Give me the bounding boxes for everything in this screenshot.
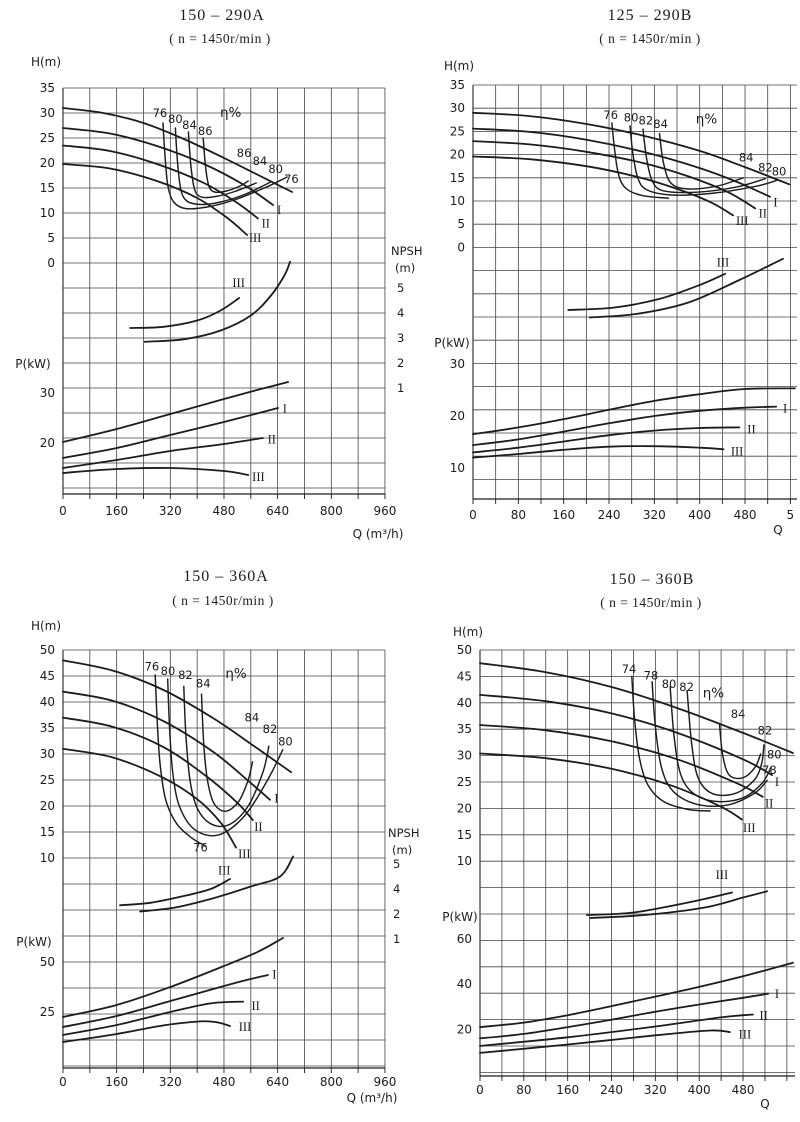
eta-value-label: 86 (236, 146, 252, 160)
head-I-curve (473, 129, 770, 197)
npsh-long-curve (145, 262, 290, 342)
h-tick-label: 20 (39, 799, 55, 813)
h-tick-label: 20 (456, 801, 472, 816)
curve-label-III: III (248, 231, 262, 245)
eta-value-label: 84 (653, 116, 668, 131)
x-tick-label: 400 (687, 1083, 711, 1097)
x-tick-label: 80 (516, 1083, 532, 1097)
eta-percent-label: η% (220, 105, 242, 121)
curve-label-II: II (251, 999, 260, 1013)
h-tick-label: 25 (39, 773, 55, 787)
curve-label-II: II (254, 819, 263, 834)
x-tick-label: 240 (597, 508, 621, 522)
curve-label-I: I (276, 203, 282, 217)
npsh-tick-label: 4 (397, 306, 405, 320)
curve-label-III: III (730, 444, 744, 459)
power-III-curve (63, 468, 248, 475)
h-tick-label: 30 (39, 106, 55, 120)
panel-subtitle-125-290B: ( n = 1450r/min ) (599, 31, 701, 46)
h-tick-label: 15 (39, 181, 55, 195)
eta-value-label: 80 (661, 676, 677, 691)
npsh-III-curve (120, 879, 230, 905)
eta-value-label: 76 (603, 108, 619, 123)
x-tick-label: 640 (266, 504, 290, 518)
h-tick-label: 35 (39, 81, 55, 95)
curve-label-II: II (764, 796, 774, 811)
x-tick-label: 0 (59, 504, 67, 518)
eta-value-label: 82 (178, 667, 193, 682)
panel-150–360B (442, 625, 795, 1111)
x-tick-label: 480 (733, 508, 757, 522)
p-axis-name: P(kW) (15, 357, 51, 371)
p-tick-label: 30 (39, 386, 55, 400)
npsh-tick-label: 4 (393, 882, 401, 896)
eta-value-label: 80 (168, 112, 183, 126)
eta-value-label: 84 (244, 710, 260, 725)
h-axis-name: H(m) (30, 619, 62, 633)
h-tick-label: 50 (456, 643, 472, 657)
curve-label-III: III (738, 1027, 752, 1042)
curve-label-I: I (274, 791, 279, 806)
eta-percent-label: η% (702, 685, 725, 702)
p-tick-label: 20 (456, 1022, 472, 1037)
x-tick-label: 800 (319, 1075, 343, 1089)
eta-value-label: 80 (278, 734, 293, 749)
x-axis-name: Q (m³/h) (352, 527, 404, 541)
npsh-tick-label: 2 (397, 356, 405, 370)
x-tick-label: 800 (319, 504, 343, 518)
curve-label-III: III (238, 1019, 252, 1034)
eta-82-curve (687, 691, 764, 796)
panel-title-125-290B: 125 – 290B (607, 7, 693, 24)
npsh-long-curve (590, 259, 783, 318)
curve-label-II: II (267, 432, 276, 447)
x-tick-label: 240 (600, 1083, 623, 1097)
h-tick-label: 45 (456, 669, 472, 684)
head-III-curve (63, 164, 247, 235)
x-tick-label: 400 (688, 508, 712, 522)
x-tick-label: 640 (266, 1075, 290, 1089)
panel-title-150-360A: 150 – 360A (183, 568, 269, 585)
curve-label-III: III (716, 255, 730, 270)
h-tick-label: 25 (449, 124, 465, 139)
curve-label-III: III (743, 820, 756, 835)
h-tick-label: 25 (456, 775, 472, 789)
x-tick-label: 5 (786, 508, 795, 522)
panel-subtitle-150-290A: ( n = 1450r/min ) (169, 31, 271, 46)
eta-value-label: 80 (623, 110, 639, 125)
curve-label-III: III (252, 470, 265, 484)
npsh-III-curve (568, 274, 725, 310)
h-tick-label: 15 (456, 827, 472, 842)
npsh-axis-name: NPSH (391, 244, 423, 258)
panel-subtitle-150-360A: ( n = 1450r/min ) (172, 593, 274, 608)
x-tick-label: 480 (212, 1075, 236, 1089)
h-tick-label: 15 (449, 170, 465, 185)
h-tick-label: 30 (456, 748, 472, 763)
p-tick-label: 20 (449, 409, 465, 423)
eta-value-label: 80 (268, 162, 283, 176)
h-tick-label: 35 (449, 78, 465, 92)
p-tick-label: 30 (449, 357, 465, 371)
h-tick-label: 5 (457, 217, 465, 232)
x-tick-label: 320 (643, 1083, 667, 1097)
h-tick-label: 10 (456, 854, 472, 869)
npsh-tick-label: 5 (393, 857, 401, 871)
npsh-tick-label: 2 (393, 907, 401, 921)
h-axis-name: H(m) (443, 59, 475, 73)
x-tick-label: 160 (552, 508, 576, 522)
h-tick-label: 15 (39, 825, 55, 839)
x-tick-label: 160 (105, 504, 129, 518)
eta-80-curve (630, 126, 778, 195)
eta-value-label: 78 (762, 762, 777, 777)
eta-value-label: 80 (160, 663, 176, 678)
h-tick-label: 50 (39, 643, 55, 657)
eta-value-label: 82 (757, 723, 773, 738)
p-tick-label: 10 (449, 461, 465, 475)
curve-label-II: II (759, 1008, 768, 1023)
head-III-curve (63, 749, 236, 848)
npsh-III-curve (587, 893, 732, 916)
curve-label-I: I (774, 775, 779, 789)
npsh-tick-label: 3 (397, 331, 405, 345)
h-tick-label: 30 (449, 101, 465, 116)
x-axis-name: Q (773, 523, 783, 537)
h-tick-label: 10 (449, 194, 465, 208)
h-tick-label: 35 (39, 721, 55, 735)
npsh-axis-unit: (m) (395, 261, 416, 275)
h-tick-label: 10 (39, 851, 55, 865)
curve-label-I: I (282, 402, 287, 416)
eta-value-label: 84 (738, 150, 754, 165)
eta-value-label: 74 (621, 662, 637, 677)
h-tick-label: 10 (39, 206, 55, 220)
eta-value-label: 82 (758, 160, 773, 175)
npsh-axis-name: NPSH (388, 826, 420, 840)
x-tick-label: 480 (731, 1083, 755, 1097)
h-tick-label: 0 (457, 240, 465, 255)
eta-value-label: 80 (771, 164, 787, 179)
eta-value-label: 84 (730, 706, 746, 721)
h-axis-name: H(m) (452, 625, 484, 639)
panel-150–360A (16, 619, 419, 1105)
h-tick-label: 30 (39, 747, 55, 761)
p-tick-label: 25 (39, 1005, 55, 1019)
head-III-curve (473, 157, 733, 216)
npsh-tick-label: 5 (397, 281, 405, 295)
x-tick-label: 80 (510, 508, 526, 522)
p-tick-label: 50 (39, 955, 55, 969)
x-tick-label: 160 (105, 1075, 129, 1089)
h-tick-label: 20 (39, 156, 55, 170)
x-axis-name: Q (760, 1097, 770, 1111)
x-tick-label: 480 (212, 504, 236, 518)
head-I-curve (63, 692, 270, 800)
p-axis-name: P(kW) (16, 935, 52, 949)
curve-label-I: I (773, 195, 778, 210)
curve-label-I: I (783, 401, 788, 416)
x-tick-label: 320 (158, 504, 182, 518)
eta-value-label: 82 (679, 679, 694, 694)
h-tick-label: 40 (39, 695, 55, 709)
h-tick-label: 35 (456, 722, 472, 737)
x-tick-label: 0 (476, 1083, 484, 1097)
curve-label-III: III (217, 863, 231, 878)
eta-value-label: 76 (193, 840, 208, 855)
panel-150–290A (15, 55, 422, 541)
panel-subtitle-150-360B: ( n = 1450r/min ) (600, 595, 702, 610)
curve-label-I: I (774, 987, 779, 1002)
h-tick-label: 45 (39, 669, 55, 683)
npsh-tick-label: 1 (393, 932, 401, 946)
x-tick-label: 0 (469, 508, 477, 522)
h-tick-label: 40 (456, 695, 472, 710)
curve-label-III: III (238, 846, 251, 861)
p-axis-name: P(kW) (442, 910, 478, 924)
panel-125–290B (434, 59, 797, 537)
curve-label-II: II (747, 422, 756, 437)
npsh-tick-label: 1 (397, 381, 405, 395)
power-top-curve (480, 963, 793, 1027)
curve-label-II: II (261, 216, 270, 231)
p-tick-label: 20 (39, 436, 55, 450)
curve-label-III: III (735, 213, 749, 228)
power-top-curve (63, 938, 283, 1017)
x-tick-label: 320 (642, 508, 666, 522)
eta-value-label: 84 (195, 676, 211, 691)
x-tick-label: 960 (373, 1075, 397, 1089)
curve-label-II: II (758, 206, 767, 221)
eta-value-label: 86 (197, 124, 213, 138)
h-tick-label: 20 (449, 147, 465, 162)
curve-label-I: I (272, 967, 277, 982)
eta-value-label: 84 (252, 154, 268, 168)
eta-value-label: 78 (643, 668, 659, 683)
eta-value-label: 76 (144, 659, 160, 674)
p-tick-label: 40 (456, 977, 472, 992)
curve-label-III: III (232, 276, 245, 290)
curve-label-III: III (715, 868, 729, 882)
eta-value-label: 76 (284, 172, 299, 186)
eta-percent-label: η% (695, 111, 718, 128)
x-tick-label: 0 (59, 1075, 67, 1089)
eta-percent-label: η% (225, 665, 247, 682)
eta-value-label: 84 (182, 118, 197, 132)
h-axis-name: H(m) (30, 55, 62, 69)
panel-title-150-360B: 150 – 360B (609, 571, 695, 588)
npsh-axis-unit: (m) (392, 843, 413, 857)
x-tick-label: 960 (373, 504, 397, 518)
eta-value-label: 82 (262, 722, 278, 737)
h-tick-label: 5 (47, 231, 55, 245)
h-tick-label: 25 (39, 131, 55, 145)
x-axis-name: Q (m³/h) (346, 1091, 398, 1105)
power-III-curve (63, 1021, 230, 1042)
p-tick-label: 60 (456, 932, 472, 946)
eta-value-label: 76 (152, 106, 168, 120)
h-tick-label: 0 (47, 256, 55, 270)
eta-76-curve (155, 675, 205, 846)
eta-value-label: 80 (766, 747, 782, 762)
panel-title-150-290A: 150 – 290A (179, 7, 265, 24)
x-tick-label: 320 (158, 1075, 182, 1089)
x-tick-label: 160 (556, 1083, 580, 1097)
p-axis-name: P(kW) (434, 336, 470, 350)
eta-value-label: 82 (638, 113, 654, 128)
